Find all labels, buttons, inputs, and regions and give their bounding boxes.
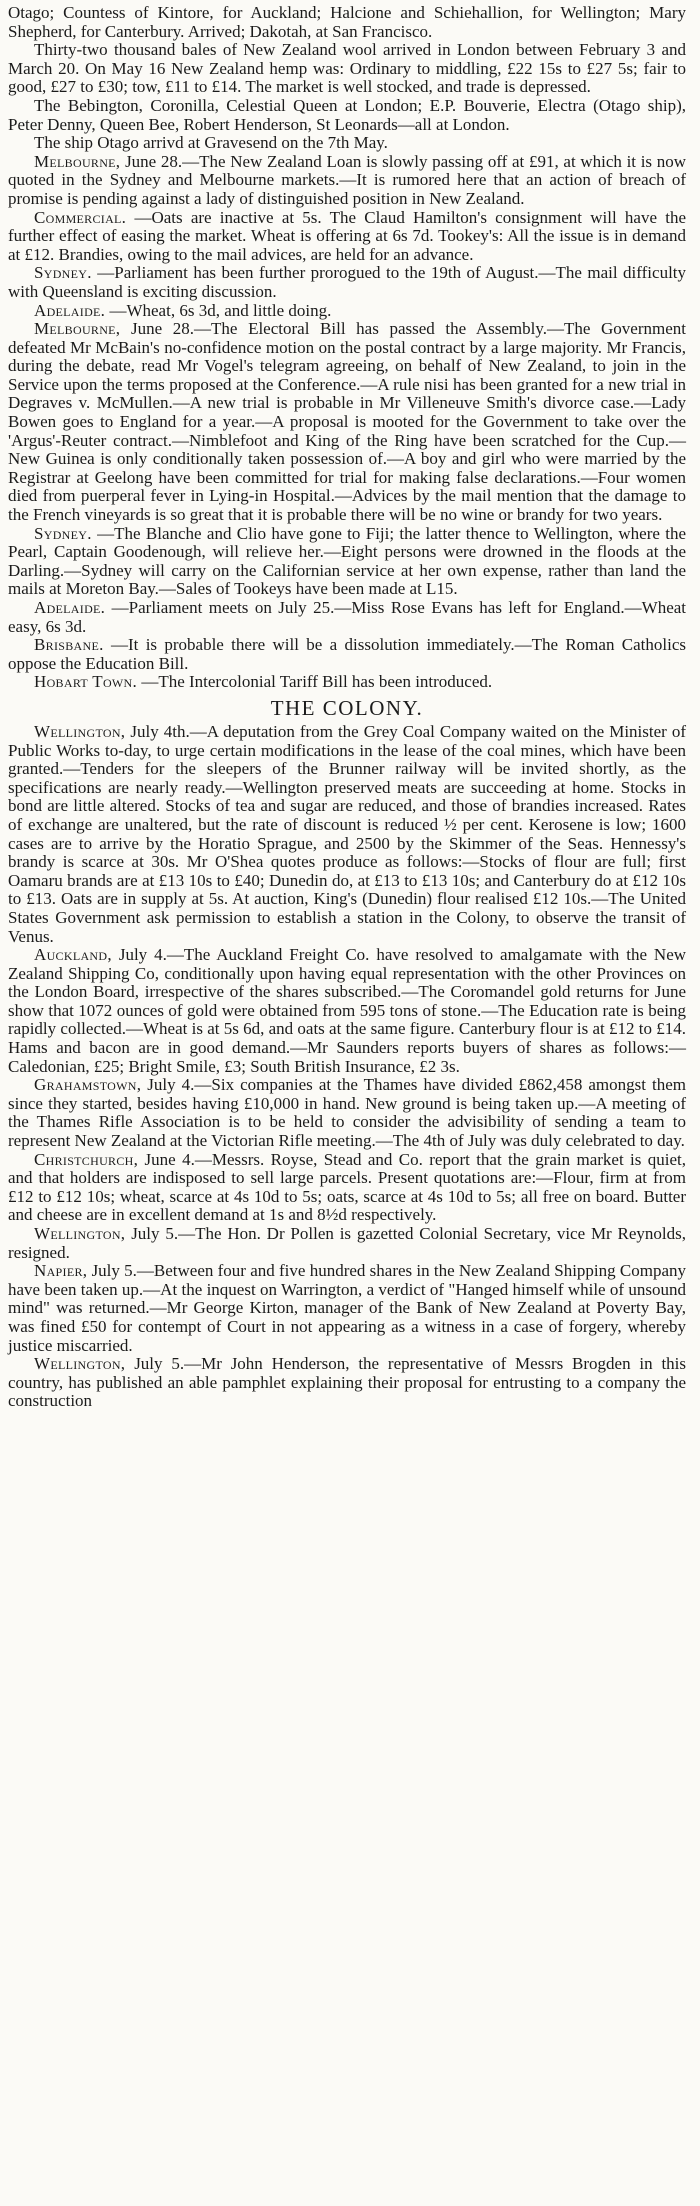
news-paragraph (8, 302, 686, 321)
dateline: Grahamstown, (34, 1075, 142, 1095)
paragraph-text: July 5.—Mr John Henderson, the representative of Messrs Brogden in this country, has published an able pamphlet explaining their proposal for entrusting to a company the construction (8, 1354, 687, 1411)
news-paragraph (8, 264, 686, 301)
dateline: Napier, (34, 1261, 88, 1281)
dateline: Wellington, (34, 1354, 126, 1374)
dateline: Commercial. (34, 207, 127, 227)
news-paragraph (8, 599, 686, 636)
news-paragraph (8, 673, 686, 692)
dateline: Adelaide. (34, 598, 106, 617)
dateline: Adelaide. (34, 300, 106, 320)
paragraph-text: —It is probable there will be a dissolution immediately.—The Roman Catholics oppose the Education Bill. (8, 635, 687, 673)
paragraph-text: —Wheat, 6s 3d, and little doing. (109, 300, 332, 320)
dateline: Wellington, (34, 1224, 126, 1243)
news-paragraph (8, 1262, 686, 1355)
news-paragraph (8, 134, 686, 153)
paragraph-text: June 28.—The Electoral Bill has passed the Assembly.—The Government defeated Mr McBain's no-confidence motion on the postal contract by a large majority. Mr Francis, during the debate, read Mr Vogel's telegram agreeing, on behalf of New Zealand, to join in the Service upon the terms proposed at the Conference.—A rule nisi has been granted for a new trial in Degraves v. McMullen.—A new trial is probable in Mr Villeneuve Smith's divorce case.—Lady Bowen goes to England for a year.—A proposal is mooted for the Government to take over the 'Argus'-Reuter contract.—Nimblefoot and King of the Ring have been scratched for the Cup.—New Guinea is only conditionally taken possession of.—A boy and girl who were married by the Registrar at Geelong have been committed for trial for making false declarations.—Four women died from puerperal fever in Lying-in Hospital.—Advices by the mail mention that the damage to the French vineyards is so great that it is probable there will be no wine or brandy for two years. (8, 319, 686, 525)
dateline: Brisbane. (34, 635, 104, 655)
news-paragraph (8, 41, 686, 97)
news-paragraph (8, 4, 686, 41)
news-paragraph (8, 209, 686, 265)
paragraph-text: July 4.—The Auckland Freight Co. have resolved to amalgamate with the New Zealand Shipping Co, conditionally upon having equal representation with the other Provinces on the London Board, irrespective of the shares subscribed.—The Coromandel gold returns for June show that 1072 ounces of gold were obtained from 595 tons of stone.—The Education rate is being rapidly collected.—Wheat is at 5s 6d, and oats at the same figure. Canterbury flour is at £12 to £14. Hams and bacon are in good demand.—Mr Saunders reports buyers of shares as follows:—Caledonian, £25; Bright Smile, £3; South British Insurance, £2 3s. (8, 945, 687, 1076)
dateline: Sydney. (34, 523, 92, 543)
intro-section (8, 4, 686, 692)
news-paragraph (8, 1225, 686, 1262)
news-paragraph (8, 1076, 686, 1150)
news-paragraph (8, 636, 686, 673)
news-paragraph (8, 946, 686, 1076)
dateline: Hobart Town. (34, 672, 138, 692)
paragraph-text: —The Blanche and Clio have gone to Fiji; the latter thence to Wellington, where the Pearl, Captain Goodenough, will relieve her.—Eight persons were drowned in the floods at the Darling.—Sydney will carry on the Californian service at her own expense, rather than land the mails at Moreton Bay.—Sales of Tookeys have been made at L15. (8, 523, 686, 599)
news-paragraph (8, 1151, 686, 1225)
dateline: Wellington, (34, 721, 126, 741)
dateline: Melbourne, (34, 319, 121, 339)
paragraph-text: Otago; Countess of Kintore, for Auckland; Halcione and Schiehallion, for Wellington; Mary Shepherd, for Canterbury. Arrived; Dakotah, at San Francisco. (8, 3, 686, 41)
paragraph-text: June 4.—Messrs. Royse, Stead and Co. report that the grain market is quiet, and that holders are indisposed to sell large parcels. Present quotations are:—Flour, firm at from £12 to £12 10s; wheat, scarce at 4s 10d to 5s; oats, scarce at 4s 10d to 5s; all free on board. Butter and cheese are in excellent demand at 1s and 8½d respectively. (8, 1149, 687, 1225)
dateline: Sydney. (34, 263, 92, 283)
paragraph-text: —The Intercolonial Tariff Bill has been introduced. (141, 672, 493, 692)
dateline: Auckland, (34, 945, 112, 965)
dateline: Christchurch, (34, 1149, 139, 1169)
paragraph-text: The ship Otago arrivd at Gravesend on the 7th May. (34, 133, 388, 153)
news-paragraph (8, 1355, 686, 1411)
paragraph-text: June 28.—The New Zealand Loan is slowly passing off at £91, at which it is now quoted in the Sydney and Melbourne markets.—It is rumored here that an action of breach of promise is pending against a lady of distinguished position in New Zealand. (8, 151, 687, 208)
paragraph-text: July 4th.—A deputation from the Grey Coal Company waited on the Minister of Public Works to-day, to urge certain modifications in the lease of the coal mines, which have been granted.—Tenders for the sleepers of the Brunner railway will be invited shortly, as the specifications are nearly ready.—Wellington preserved meats are succeeding at home. Stocks in bond are little altered. Stocks of tea and sugar are reduced, and those of brandies increased. Rates of exchange are unaltered, but the rate of discount is reduced ½ per cent. Kerosene is low; 1600 cases are to arrive by the Horatio Sprague, and 2500 by the Skimmer of the Seas. Hennessy's brandy is scarce at 30s. Mr O'Shea quotes produce as follows:—Stocks of flour are full; first Oamaru brands are at £13 10s to £40; Dunedin do, at £13 to £13 10s; and Canterbury do at £12 10s to £13. Oats are in supply at 5s. At auction, King's (Dunedin) flour realised £12 10s.—The United States Government ask permission to establish a station in the Colony, to observe the transit of Venus. (8, 721, 686, 946)
news-paragraph (8, 320, 686, 525)
colony-section (8, 723, 686, 1411)
news-paragraph (8, 723, 686, 946)
paragraph-text: The Bebington, Coronilla, Celestial Queen at London; E.P. Bouverie, Electra (Otago ship), Peter Denny, Queen Bee, Robert Henderson, St Leonards—all at London. (8, 95, 686, 134)
paragraph-text: —Oats are inactive at 5s. The Claud Hamilton's consignment will have the further effect of easing the market. Wheat is offering at 6s 7d. Tookey's: All the issue is in demand at £12. Brandies, owing to the mail advices, are held for an advance. (8, 207, 686, 264)
paragraph-text: —Parliament meets on July 25.—Miss Rose Evans has left for England.—Wheat easy, 6s 3d. (8, 598, 687, 636)
news-paragraph (8, 97, 686, 134)
paragraph-text: Thirty-two thousand bales of New Zealand wool arrived in London between February 3 and March 20. On May 16 New Zealand hemp was: Ordinary to middling, £22 15s to £27 5s; fair to good, £27 to £30; tow, £11 to £14. The market is well stocked, and trade is depressed. (8, 40, 686, 97)
paragraph-text: July 5.—Between four and five hundred shares in the New Zealand Shipping Company have been taken up.—At the inquest on Warrington, a verdict of "Hanged himself while of unsound mind" was returned.—Mr George Kirton, manager of the Bank of New Zealand at Poverty Bay, was fined £50 for contempt of Court in not appearing as a witness in a case of forgery, whereby justice miscarried. (8, 1261, 686, 1355)
news-paragraph (8, 525, 686, 599)
news-paragraph (8, 153, 686, 209)
dateline: Melbourne, (34, 151, 121, 171)
paragraph-text: July 4.—Six companies at the Thames have divided £862,458 amongst them since they started, besides having £10,000 in hand. New ground is being taken up.—A meeting of the Thames Rifle Association is to be held to consider the advisibility of sending a team to represent New Zealand at the Victorian Rifle meeting.—The 4th of July was duly celebrated to day. (8, 1075, 686, 1151)
section-heading: THE COLONY. (270, 695, 424, 720)
paragraph-text: July 5.—The Hon. Dr Pollen is gazetted Colonial Secretary, vice Mr Reynolds, resigned. (8, 1224, 687, 1262)
paragraph-text: —Parliament has been further prorogued to the 19th of August.—The mail difficulty with Queensland is exciting discussion. (8, 263, 687, 301)
